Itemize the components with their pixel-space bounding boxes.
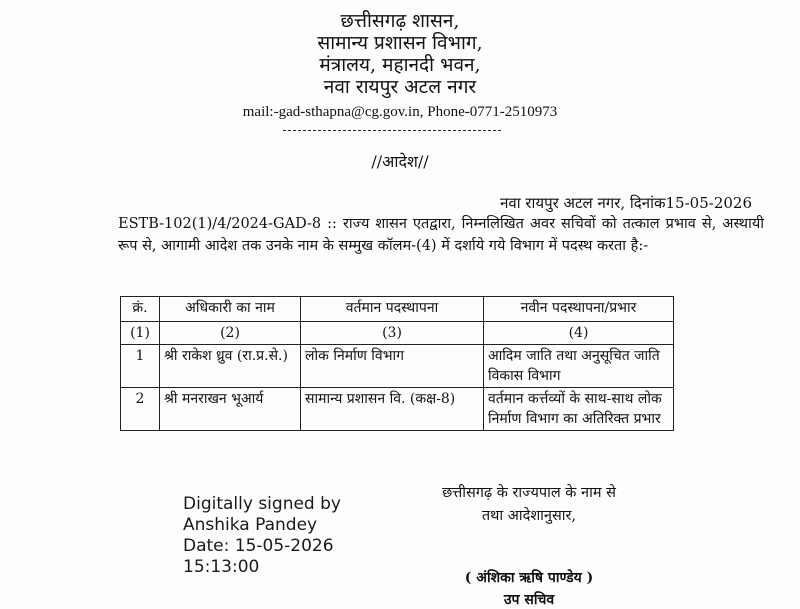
- digital-signature-block: [183, 494, 341, 578]
- serial-cell: 1: [121, 345, 160, 388]
- digital-signature-line: Digitally signed by: [183, 494, 341, 514]
- closing-text: [420, 482, 638, 528]
- contact-info: mail:-gad-sthapna@cg.gov.in, Phone-0771-2510973: [242, 104, 558, 120]
- digital-signature-name: Anshika Pandey: [183, 515, 318, 535]
- current-posting-cell: सामान्य प्रशासन वि. (कक्ष-8): [301, 388, 484, 431]
- column-number: (1): [121, 322, 160, 345]
- separator: [283, 130, 501, 131]
- postings-table: [120, 296, 674, 431]
- column-header-serial: क्रं.: [121, 297, 160, 322]
- digital-signature-time: 15:13:00: [183, 557, 260, 577]
- order-body-text: ESTB-102(1)/4/2024-GAD-8 :: राज्य शासन एतद्वारा, निम्नलिखित अवर सचिवों को तत्काल प्रभाव से, अस्थायी रूप से, आगामी आदेश तक उनके नाम के सम्मुख कॉलम-(4) में दर्शाये गये विभाग में पदस्थ करता है:-: [118, 216, 764, 254]
- column-number: (3): [301, 322, 484, 345]
- serial-cell: 2: [121, 388, 160, 431]
- officer-designation: उप सचिव: [503, 592, 555, 608]
- column-header-officer: अधिकारी का नाम: [160, 297, 301, 322]
- officer-name: ( अंशिका ऋषि पाण्डेय ): [464, 570, 594, 586]
- officer-cell: श्री राकेश ध्रुव (रा.प्र.से.): [160, 345, 301, 388]
- order-title: //आदेश//: [371, 152, 429, 171]
- digital-signature-date: Date: 15-05-2026: [183, 536, 334, 556]
- column-number: (4): [484, 322, 674, 345]
- column-number-row: [121, 322, 674, 345]
- letterhead-line-2: सामान्य प्रशासन विभाग,: [317, 32, 483, 54]
- closing-line-2: तथा आदेशानुसार,: [481, 508, 577, 524]
- column-header-new-posting: नवीन पदस्थापना/प्रभार: [484, 297, 674, 322]
- letterhead-line-1: छत्तीसगढ़ शासन,: [340, 10, 460, 32]
- table-row: [121, 388, 674, 431]
- new-posting-cell: वर्तमान कर्त्तव्यों के साथ-साथ लोक निर्माण विभाग का अतिरिक्त प्रभार: [484, 388, 674, 431]
- current-posting-cell: लोक निर्माण विभाग: [301, 345, 484, 388]
- column-number: (2): [160, 322, 301, 345]
- table-header-row: [121, 297, 674, 322]
- new-posting-cell: आदिम जाति तथा अनुसूचित जाति विकास विभाग: [484, 345, 674, 388]
- table-row: [121, 345, 674, 388]
- date-line: नवा रायपुर अटल नगर, दिनांक15-05-2026: [500, 194, 752, 212]
- letterhead-line-3: मंत्रालय, महानदी भवन,: [319, 54, 481, 76]
- column-header-current-posting: वर्तमान पदस्थापना: [301, 297, 484, 322]
- letterhead-line-4: नवा रायपुर अटल नगर: [323, 76, 477, 98]
- letterhead: [0, 10, 800, 98]
- closing-line-1: छत्तीसगढ़ के राज्यपाल के नाम से: [442, 485, 616, 501]
- officer-cell: श्री मनराखन भूआर्य: [160, 388, 301, 431]
